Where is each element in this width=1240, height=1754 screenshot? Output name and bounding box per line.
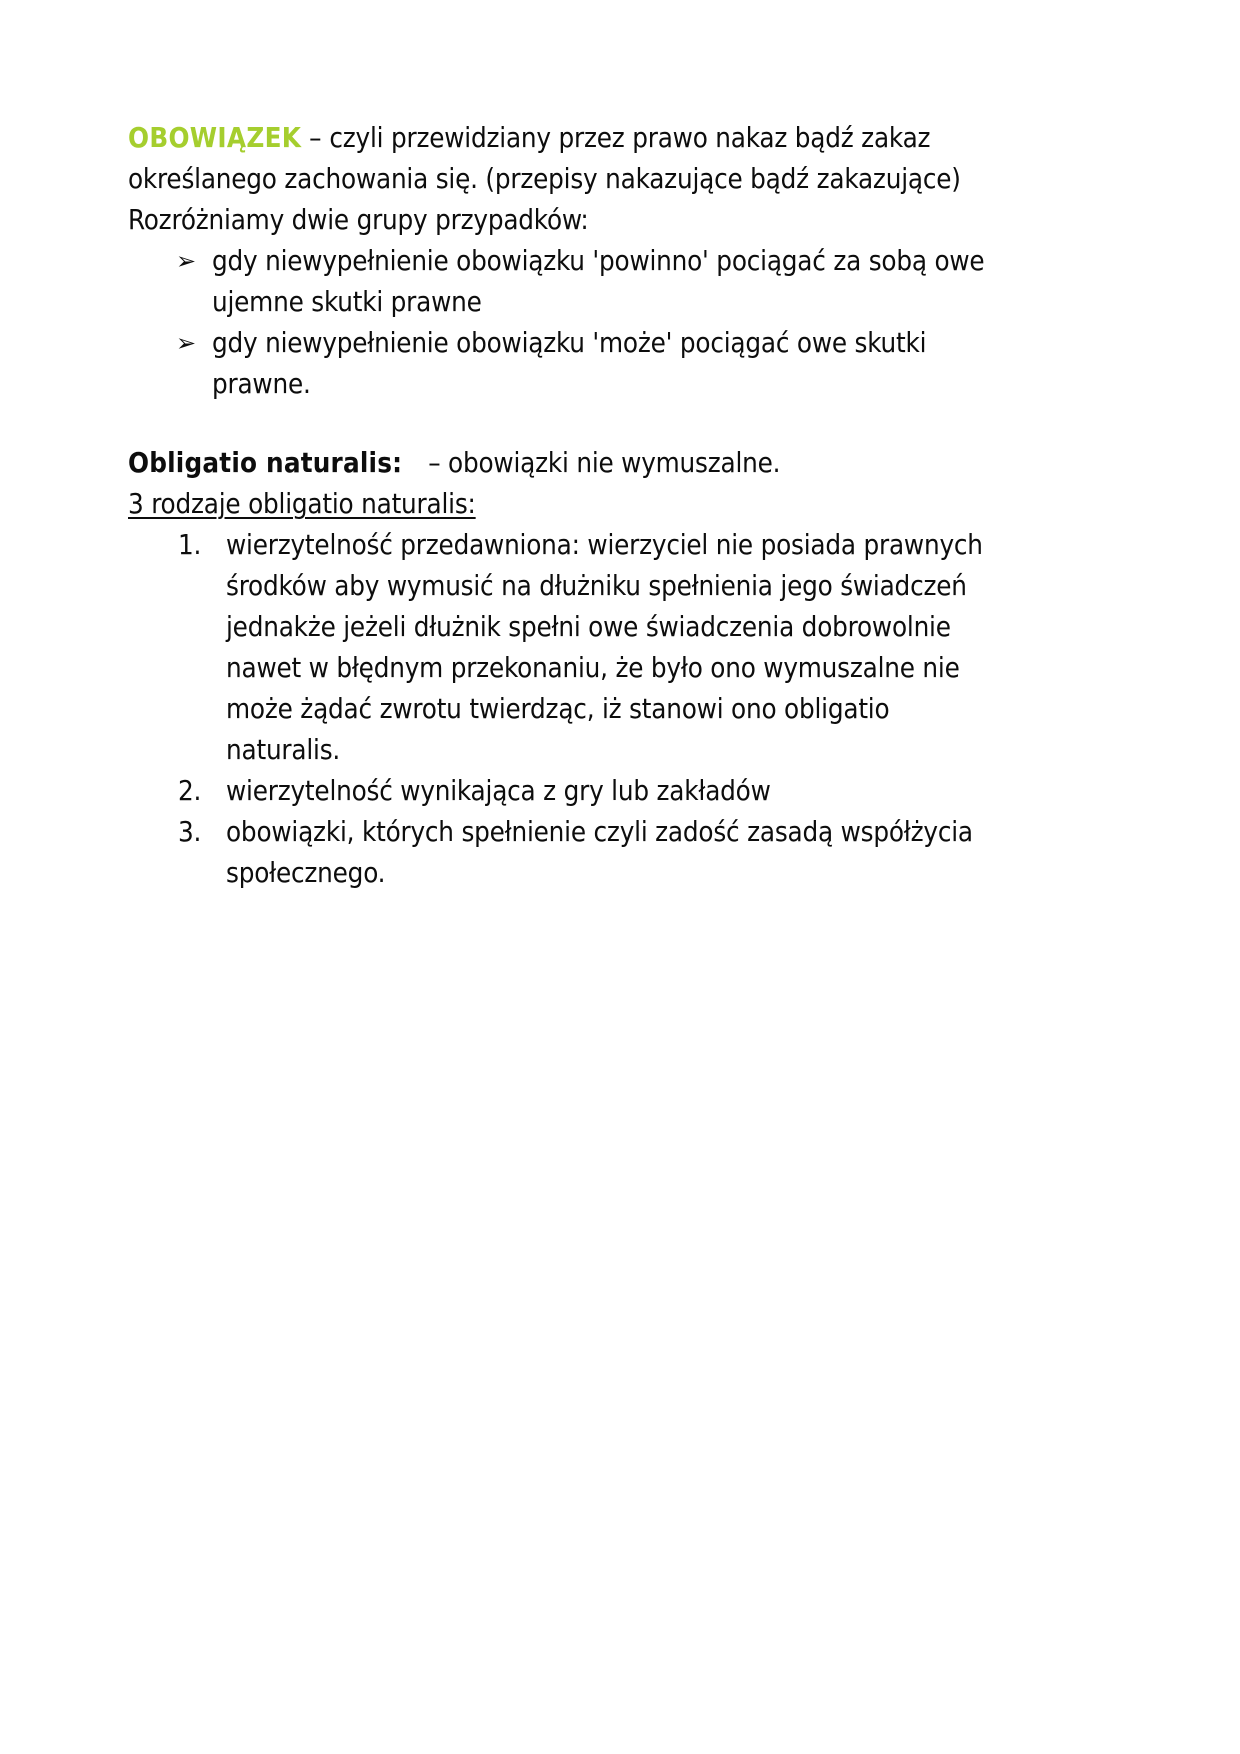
list-item-number: 3. — [178, 816, 202, 848]
arrow-bullet-icon: ➢ — [176, 247, 196, 275]
obligatio-definition: – obowiązki nie wymuszalne. — [428, 447, 781, 479]
list-item-text: wierzytelność przedawniona: wierzyciel nie posiada prawnych środków aby wymusić na dłużniku spełnienia jego świadczeń jednakże jeżeli dłużnik spełni owe świadczenia dobrowolnie nawet w błędnym przekonaniu, że było ono wymuszalne nie może żądać zwrotu twierdząc, iż stanowi ono obligatio naturalis. — [226, 529, 983, 766]
obowiazek-keyword: OBOWIĄZEK — [128, 122, 302, 154]
list-item-text: gdy niewypełnienie obowiązku 'powinno' pociągać za sobą owe ujemne skutki prawne — [212, 245, 985, 318]
list-item-number: 1. — [178, 529, 202, 561]
list-item — [164, 771, 1008, 812]
obowiazek-definition-paragraph — [128, 118, 1008, 200]
obowiazek-bullet-list — [170, 241, 1008, 405]
list-item-number: 2. — [178, 775, 202, 807]
obowiazek-definition-text: czyli przewidziany przez prawo nakaz bądź zakaz określanego zachowania się. (przepisy nakazujące bądź zakazujące) — [128, 122, 961, 195]
list-item — [170, 241, 1008, 323]
obowiazek-dash: – — [301, 122, 330, 154]
obowiazek-intro-line: Rozróżniamy dwie grupy przypadków: — [128, 204, 589, 236]
section-spacer — [128, 405, 1008, 443]
list-item — [164, 525, 1008, 771]
list-item — [164, 812, 1008, 894]
obligatio-list-heading-line — [128, 484, 1008, 525]
obligatio-numbered-list — [164, 525, 1008, 894]
document-body — [128, 118, 1008, 894]
list-item — [170, 323, 1008, 405]
obligatio-term-line — [128, 443, 1008, 484]
list-item-text: gdy niewypełnienie obowiązku 'może' pociągać owe skutki prawne. — [212, 327, 927, 400]
obligatio-list-heading: 3 rodzaje obligatio naturalis: — [128, 488, 476, 520]
list-item-text: obowiązki, których spełnienie czyli zadość zasadą współżycia społecznego. — [226, 816, 973, 889]
obligatio-numbered-list-wrapper — [164, 525, 1008, 894]
obligatio-term: Obligatio naturalis: — [128, 447, 403, 479]
obowiazek-bullet-list-wrapper — [170, 241, 1008, 405]
arrow-bullet-icon: ➢ — [176, 329, 196, 357]
list-item-text: wierzytelność wynikająca z gry lub zakładów — [226, 775, 771, 807]
